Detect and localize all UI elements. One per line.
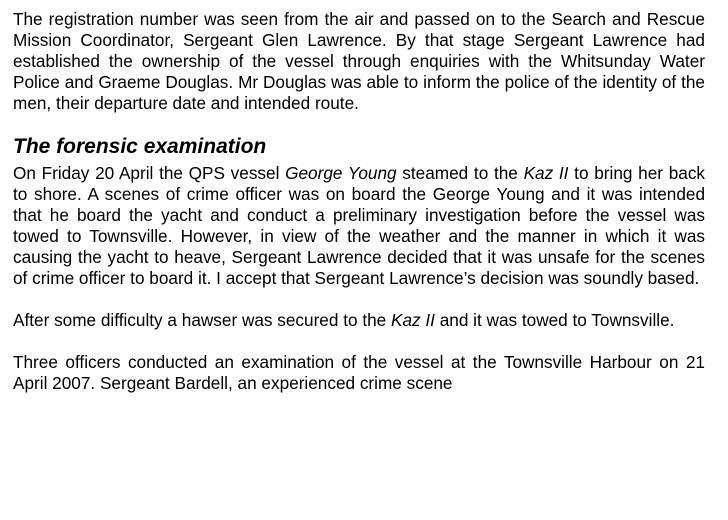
paragraph-text: and it was towed to Townsville. [434, 310, 675, 330]
paragraph-text: to bring her back to shore. A scenes of crime officer was on board the George Young and it was intended that he board the yacht and conduct a preliminary investigation before the vessel was towed to Townsville. However, in view of the weather and the manner in which it was causing the yacht to heave, Sergeant Lawrence decided that it was unsafe for the scenes of crime officer to board it. I accept that Sergeant Lawrence’s decision was soundly based. [13, 163, 706, 288]
section-heading: The forensic examination [13, 135, 267, 158]
paragraph-text: On Friday 20 April the QPS vessel [13, 163, 286, 183]
paragraph-forensic-examination [13, 163, 705, 289]
document-page [13, 9, 705, 394]
paragraph-text: After some difficulty a hawser was secured to the [13, 310, 391, 330]
paragraph-three-officers: Three officers conducted an examination of the vessel at the Townsville Harbour on 21 April 2007. Sergeant Bardell, an experienced crime scene [13, 352, 705, 393]
yacht-name: Kaz II [523, 163, 569, 183]
paragraph-registration: The registration number was seen from the air and passed on to the Search and Rescue Mission Coordinator, Sergeant Glen Lawrence. By that stage Sergeant Lawrence had established the ownership of the vessel through enquiries with the Whitsunday Water Police and Graeme Douglas. Mr Douglas was able to inform the police of the identity of the men, their departure date and intended route. [13, 9, 705, 113]
vessel-name: George Young [285, 163, 397, 183]
yacht-name: Kaz II [390, 310, 435, 330]
paragraph-text: steamed to the [396, 163, 524, 183]
paragraph-hawser [13, 310, 705, 331]
